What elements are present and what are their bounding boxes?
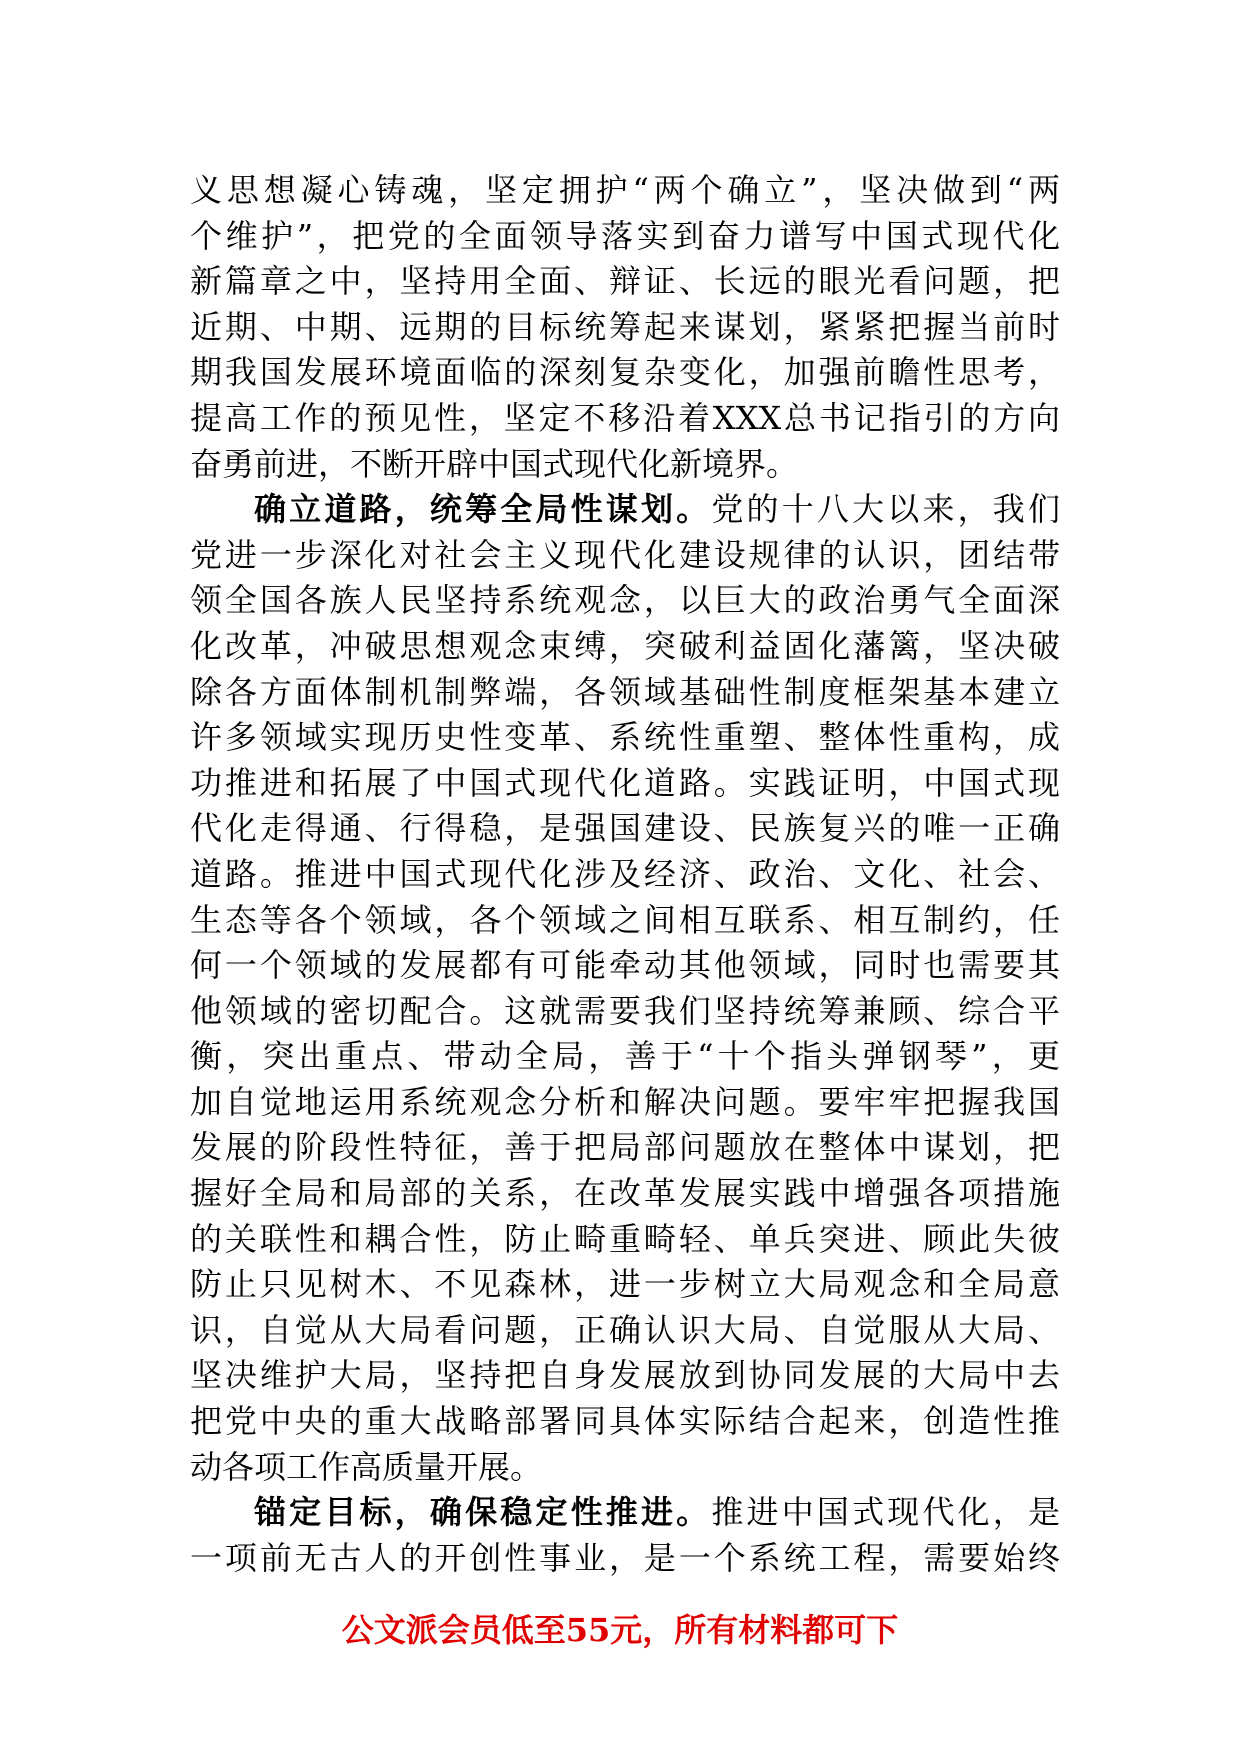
paragraph-heading: 锚定目标，确保稳定性推进。: [254, 1493, 712, 1532]
text-line: 党进一步深化对社会主义现代化建设规律的认识，团结带: [190, 535, 1060, 574]
document-body: [190, 168, 1060, 1581]
text-line: 坚决维护大局，坚持把自身发展放到协同发展的大局中去: [190, 1356, 1060, 1395]
text-line: 化改革，冲破思想观念束缚，突破利益固化藩篱，坚决破: [190, 626, 1060, 665]
text-line: 道路。推进中国式现代化涉及经济、政治、文化、社会、: [190, 854, 1060, 893]
text-line: 许多领域实现历史性变革、系统性重塑、整体性重构，成: [190, 718, 1060, 757]
text-line: [190, 1490, 1060, 1536]
text-run: 推进中国式现代化，是: [711, 1493, 1060, 1532]
text-line: 代化走得通、行得稳，是强国建设、民族复兴的唯一正确: [190, 809, 1060, 848]
text-line: 功推进和拓展了中国式现代化道路。实践证明，中国式现: [190, 763, 1060, 802]
text-line: 握好全局和局部的关系，在改革发展实践中增强各项措施: [190, 1174, 1060, 1213]
text-line: 衡，突出重点、带动全局，善于“十个指头弹钢琴”，更: [190, 1037, 1060, 1076]
text-line: 识，自觉从大局看问题，正确认识大局、自觉服从大局、: [190, 1310, 1060, 1349]
text-line: 义思想凝心铸魂，坚定拥护“两个确立”，坚决做到“两: [190, 171, 1060, 209]
paragraph-1: [190, 168, 1060, 487]
text-line: 奋勇前进，不断开辟中国式现代化新境界。: [190, 444, 799, 483]
paragraph-3: [190, 1490, 1060, 1581]
text-line: 动各项工作高质量开展。: [190, 1447, 543, 1486]
text-line: 何一个领域的发展都有可能牵动其他领域，同时也需要其: [190, 946, 1060, 985]
text-line: 的关联性和耦合性，防止畸重畸轻、单兵突进、顾此失彼: [190, 1219, 1060, 1258]
text-line: 防止只见树木、不见森林，进一步树立大局观念和全局意: [190, 1265, 1060, 1304]
paragraph-heading: 确立道路，统筹全局性谋划。: [254, 490, 712, 529]
footer-promo-text: 公文派会员低至55元，所有材料都可下: [341, 1611, 899, 1649]
paragraph-2: [190, 487, 1060, 1490]
text-line: 个维护”，把党的全面领导落实到奋力谱写中国式现代化: [190, 216, 1060, 255]
text-line: 加自觉地运用系统观念分析和解决问题。要牢牢把握我国: [190, 1082, 1060, 1121]
text-line: 领全国各族人民坚持系统观念，以巨大的政治勇气全面深: [190, 581, 1060, 620]
text-line: 一项前无古人的开创性事业，是一个系统工程，需要始终: [190, 1538, 1060, 1577]
text-line: 发展的阶段性特征，善于把局部问题放在整体中谋划，把: [190, 1128, 1060, 1167]
text-line: 期我国发展环境面临的深刻复杂变化，加强前瞻性思考，: [190, 353, 1060, 392]
text-line: 提高工作的预见性，坚定不移沿着XXX总书记指引的方向: [190, 398, 1060, 437]
text-line: 生态等各个领域，各个领域之间相互联系、相互制约，任: [190, 900, 1060, 939]
text-line: 除各方面体制机制弊端，各领域基础性制度框架基本建立: [190, 672, 1060, 711]
text-line: [190, 487, 1060, 533]
text-line: 把党中央的重大战略部署同具体实际结合起来，创造性推: [190, 1402, 1060, 1441]
text-line: 近期、中期、远期的目标统筹起来谋划，紧紧把握当前时: [190, 307, 1060, 346]
text-run: 党的十八大以来，我们: [711, 490, 1060, 529]
text-line: 新篇章之中，坚持用全面、辩证、长远的眼光看问题，把: [190, 262, 1060, 301]
text-line: 他领域的密切配合。这就需要我们坚持统筹兼顾、综合平: [190, 991, 1060, 1030]
